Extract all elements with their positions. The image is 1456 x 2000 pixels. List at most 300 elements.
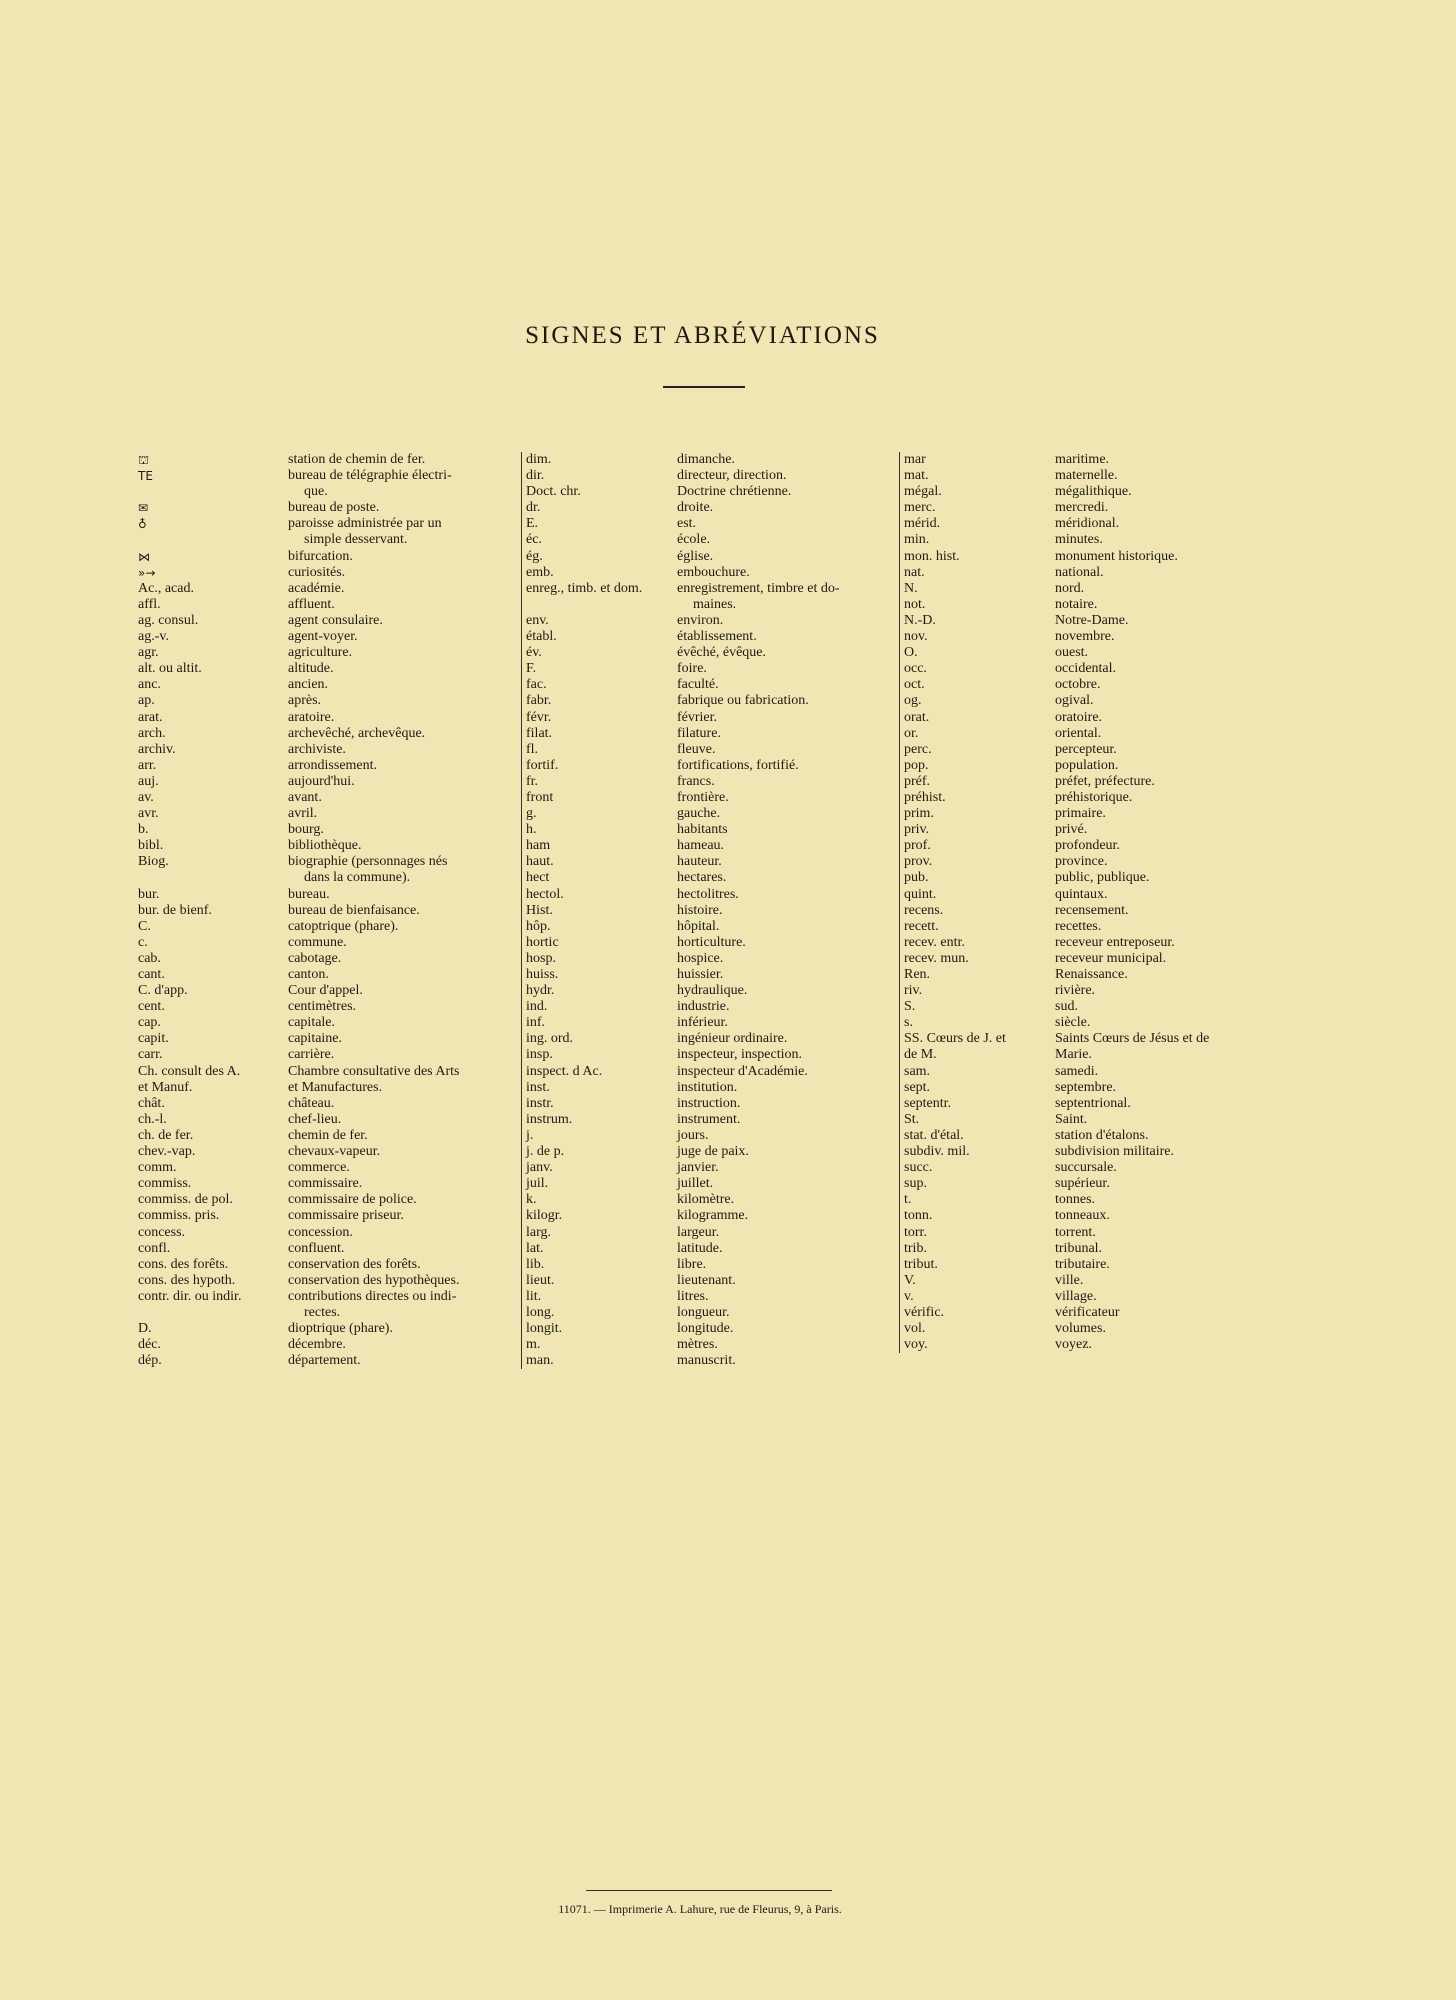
abbreviation: dir. <box>526 468 545 484</box>
abbreviation-entry <box>138 1080 503 1096</box>
abbreviation-meaning: hameau. <box>677 838 725 854</box>
abbreviation: stat. d'étal. <box>904 1127 964 1143</box>
abbreviation-meaning: lieutenant. <box>677 1272 736 1288</box>
abbreviation-meaning: commissaire de police. <box>288 1192 417 1208</box>
abbreviation-meaning: recettes. <box>1055 918 1102 934</box>
abbreviation-meaning: fortifications, fortifié. <box>677 757 799 773</box>
abbreviation-meaning: nord. <box>1055 580 1085 596</box>
abbreviation-meaning: primaire. <box>1055 806 1106 822</box>
abbreviation-entry <box>522 1080 885 1096</box>
abbreviation: hôp. <box>526 918 551 934</box>
abbreviation: de M. <box>904 1047 937 1063</box>
abbreviation-meaning: contributions directes ou indi- <box>288 1288 457 1304</box>
abbreviation-entry <box>900 1047 1270 1063</box>
abbreviation: févr. <box>526 709 552 725</box>
abbreviation-entry <box>900 452 1270 468</box>
abbreviation-entry <box>522 597 885 613</box>
abbreviation: fac. <box>526 677 547 693</box>
abbreviation-meaning: février. <box>677 709 718 725</box>
abbreviation-meaning: succursale. <box>1055 1160 1117 1176</box>
abbreviation: ég. <box>526 548 543 564</box>
abbreviation-entry <box>900 870 1270 886</box>
abbreviation-entry <box>522 1273 885 1289</box>
abbreviation: dép. <box>138 1353 162 1369</box>
abbreviation <box>138 870 288 886</box>
abbreviation-entry <box>522 935 885 951</box>
abbreviation-entry <box>900 887 1270 903</box>
abbreviation-meaning: siècle. <box>1055 1015 1091 1031</box>
abbreviation-entry <box>138 1305 503 1321</box>
abbreviation: N. <box>904 580 918 596</box>
abbreviation: D. <box>138 1321 152 1337</box>
abbreviation-entry <box>900 1321 1270 1337</box>
abbreviation-entry <box>522 710 885 726</box>
abbreviation-meaning: méridional. <box>1055 516 1120 532</box>
abbreviation-entry <box>522 581 885 597</box>
abbreviation: ind. <box>526 999 548 1015</box>
abbreviation-entry <box>900 500 1270 516</box>
abbreviation-entry <box>900 532 1270 548</box>
abbreviation-entry <box>900 1273 1270 1289</box>
abbreviation-meaning: est. <box>677 516 697 532</box>
abbreviation-entry <box>138 999 503 1015</box>
abbreviation-entry <box>900 806 1270 822</box>
abbreviation-entry <box>522 1337 885 1353</box>
abbreviation-meaning: horticulture. <box>677 934 746 950</box>
abbreviation-entry <box>900 661 1270 677</box>
abbreviation-meaning: biographie (personnages nés <box>288 854 448 870</box>
abbreviation-meaning: juillet. <box>677 1176 714 1192</box>
abbreviation: ing. ord. <box>526 1031 574 1047</box>
abbreviation-entry <box>900 1208 1270 1224</box>
abbreviation <box>138 1305 288 1321</box>
abbreviation: cons. des hypoth. <box>138 1272 236 1288</box>
abbreviation-meaning: hospice. <box>677 950 724 966</box>
abbreviation: trib. <box>904 1240 927 1256</box>
abbreviation: orat. <box>904 709 930 725</box>
abbreviation-meaning: et Manufactures. <box>288 1079 383 1095</box>
abbreviation-entry <box>522 1064 885 1080</box>
abbreviation-meaning: notaire. <box>1055 596 1098 612</box>
abbreviation: nov. <box>904 629 928 645</box>
abbreviation-meaning: juge de paix. <box>677 1144 749 1160</box>
abbreviation-meaning: avril. <box>288 806 318 822</box>
abbreviation-meaning: bourg. <box>288 822 324 838</box>
abbreviation: env. <box>526 612 549 628</box>
abbreviation-meaning: recensement. <box>1055 902 1129 918</box>
abbreviation-entry <box>522 645 885 661</box>
abbreviation-entry <box>900 645 1270 661</box>
abbreviation-entry <box>138 484 503 500</box>
abbreviation: préhist. <box>904 789 946 805</box>
abbreviation: hosp. <box>526 950 556 966</box>
page-title: SIGNES ET ABRÉVIATIONS <box>525 322 880 349</box>
abbreviation-entry <box>900 854 1270 870</box>
abbreviation: et Manuf. <box>138 1079 193 1095</box>
footer-rule <box>586 1890 832 1891</box>
abbreviation: cent. <box>138 999 165 1015</box>
abbreviation-meaning: conservation des hypothèques. <box>288 1272 460 1288</box>
abbreviation-meaning: concession. <box>288 1224 353 1240</box>
abbreviation-entry <box>900 790 1270 806</box>
abbreviation-entry <box>522 532 885 548</box>
abbreviation: occ. <box>904 661 927 677</box>
title-rule <box>663 386 745 388</box>
abbreviation-entry <box>138 887 503 903</box>
abbreviation-meaning: dimanche. <box>677 452 735 467</box>
abbreviation: pop. <box>904 757 929 773</box>
abbreviation: ⋈ <box>138 549 150 564</box>
abbreviation-entry <box>138 967 503 983</box>
abbreviation: prov. <box>904 854 933 870</box>
abbreviation: recev. mun. <box>904 950 969 966</box>
abbreviation: mérid. <box>904 516 941 532</box>
abbreviation-entry <box>900 549 1270 565</box>
abbreviation: emb. <box>526 564 554 580</box>
abbreviation: recev. entr. <box>904 934 965 950</box>
abbreviation-meaning: château. <box>288 1095 335 1111</box>
abbreviation-entry <box>522 1321 885 1337</box>
abbreviation: éc. <box>526 532 542 548</box>
abbreviation-meaning: chef-lieu. <box>288 1111 342 1127</box>
abbreviation-meaning: septentrional. <box>1055 1095 1131 1111</box>
abbreviation-entry <box>522 1112 885 1128</box>
abbreviation-meaning: rivière. <box>1055 983 1096 999</box>
abbreviation-entry <box>522 1144 885 1160</box>
abbreviation: min. <box>904 532 930 548</box>
abbreviation-entry <box>138 693 503 709</box>
abbreviation-meaning: receveur municipal. <box>1055 950 1167 966</box>
abbreviation: inst. <box>526 1079 550 1095</box>
abbreviation-entry <box>138 1241 503 1257</box>
abbreviation: janv. <box>526 1160 553 1176</box>
abbreviation-entry <box>522 870 885 886</box>
abbreviation: V. <box>904 1272 916 1288</box>
abbreviation-meaning: hôpital. <box>677 918 720 934</box>
abbreviation-entry <box>522 1241 885 1257</box>
abbreviation-meaning: avant. <box>288 789 322 805</box>
abbreviation: fabr. <box>526 693 552 709</box>
abbreviation-entry <box>138 565 503 581</box>
abbreviation: dr. <box>526 500 541 516</box>
abbreviation-entry <box>900 1144 1270 1160</box>
abbreviation-meaning: station de chemin de fer. <box>288 452 426 467</box>
abbreviation-meaning: privé. <box>1055 822 1088 838</box>
abbreviation-meaning: kilomètre. <box>677 1192 735 1208</box>
abbreviation: commiss. de pol. <box>138 1192 233 1208</box>
abbreviation: huiss. <box>526 967 559 982</box>
abbreviation-entry <box>138 661 503 677</box>
abbreviation-meaning: bibliothèque. <box>288 838 362 854</box>
abbreviation: j. <box>526 1127 534 1143</box>
abbreviation-entry <box>138 645 503 661</box>
abbreviation: man. <box>526 1353 554 1369</box>
abbreviation-entry <box>900 581 1270 597</box>
abbreviation-entry <box>522 726 885 742</box>
abbreviation-meaning: école. <box>677 532 711 548</box>
abbreviation-meaning: carrière. <box>288 1047 335 1063</box>
abbreviation-meaning: ingénieur ordinaire. <box>677 1031 788 1047</box>
abbreviation-entry <box>522 1015 885 1031</box>
abbreviation: agr. <box>138 645 159 661</box>
abbreviation-meaning: novembre. <box>1055 629 1115 645</box>
abbreviation: hydr. <box>526 983 555 999</box>
abbreviation-entry <box>900 1160 1270 1176</box>
abbreviation-meaning: frontière. <box>677 789 729 805</box>
abbreviation-meaning: octobre. <box>1055 677 1101 693</box>
abbreviation-meaning: station d'étalons. <box>1055 1127 1149 1143</box>
abbreviation-column-3 <box>899 452 1270 1353</box>
abbreviation-entry <box>900 967 1270 983</box>
abbreviation: avr. <box>138 806 159 822</box>
abbreviation: b. <box>138 822 149 838</box>
abbreviation-meaning: volumes. <box>1055 1321 1106 1337</box>
abbreviation-meaning: hectolitres. <box>677 886 739 902</box>
abbreviation-entry <box>900 1192 1270 1208</box>
abbreviation: hect <box>526 870 550 886</box>
abbreviation: merc. <box>904 500 936 516</box>
abbreviation-entry <box>900 742 1270 758</box>
abbreviation-meaning: faculté. <box>677 677 719 693</box>
abbreviation-meaning: Chambre consultative des Arts <box>288 1063 460 1079</box>
abbreviation-entry <box>900 838 1270 854</box>
abbreviation: h. <box>526 822 537 838</box>
abbreviation-meaning: maternelle. <box>1055 468 1118 484</box>
abbreviation-entry <box>138 1031 503 1047</box>
abbreviation-meaning: monument historique. <box>1055 548 1178 564</box>
abbreviation-meaning: mètres. <box>677 1337 718 1353</box>
abbreviation-entry <box>522 516 885 532</box>
abbreviation-entry <box>522 1353 885 1369</box>
abbreviation-meaning: décembre. <box>288 1337 346 1353</box>
abbreviation-entry <box>138 983 503 999</box>
abbreviation: archiv. <box>138 741 176 757</box>
abbreviation-meaning: Renaissance. <box>1055 967 1128 982</box>
abbreviation-meaning: environ. <box>677 612 724 628</box>
abbreviation-entry <box>138 1112 503 1128</box>
abbreviation: prim. <box>904 806 934 822</box>
abbreviation-meaning: préhistorique. <box>1055 789 1133 805</box>
abbreviation: lit. <box>526 1288 542 1304</box>
abbreviation-entry <box>900 693 1270 709</box>
abbreviation-entry <box>138 806 503 822</box>
abbreviation-meaning: affluent. <box>288 596 335 612</box>
abbreviation-entry <box>138 1128 503 1144</box>
abbreviation: cant. <box>138 967 165 982</box>
abbreviation-entry <box>138 1192 503 1208</box>
abbreviation-meaning: commerce. <box>288 1160 350 1176</box>
abbreviation: m. <box>526 1337 541 1353</box>
abbreviation: mat. <box>904 468 929 484</box>
abbreviation-meaning: aujourd'hui. <box>288 773 355 789</box>
abbreviation: c. <box>138 934 148 950</box>
abbreviation-meaning: canton. <box>288 967 329 982</box>
abbreviation-meaning: supérieur. <box>1055 1176 1110 1192</box>
abbreviation-meaning: habitants <box>677 822 728 838</box>
abbreviation-entry <box>522 1128 885 1144</box>
abbreviation-meaning: aratoire. <box>288 709 335 725</box>
abbreviation-entry <box>900 935 1270 951</box>
abbreviation-meaning: département. <box>288 1353 361 1369</box>
abbreviation-entry <box>138 1273 503 1289</box>
abbreviation-meaning: capitaine. <box>288 1031 343 1047</box>
abbreviation-entry <box>522 629 885 645</box>
abbreviation: Ac., acad. <box>138 580 194 596</box>
abbreviation-meaning: Cour d'appel. <box>288 983 363 999</box>
abbreviation-meaning: ouest. <box>1055 645 1089 661</box>
abbreviation: mon. hist. <box>904 548 960 564</box>
abbreviation-meaning: janvier. <box>677 1160 719 1176</box>
abbreviation: TE <box>138 469 153 484</box>
abbreviation-meaning: chevaux-vapeur. <box>288 1144 381 1160</box>
abbreviation-entry <box>900 710 1270 726</box>
abbreviation-column-1 <box>138 452 503 1369</box>
abbreviation-entry <box>138 1321 503 1337</box>
abbreviation: SS. Cœurs de J. et <box>904 1031 1006 1047</box>
abbreviation: enreg., timb. et dom. <box>526 580 643 596</box>
abbreviation: nat. <box>904 564 925 580</box>
abbreviation: quint. <box>904 886 937 902</box>
abbreviation-entry <box>900 613 1270 629</box>
abbreviation: vérific. <box>904 1304 945 1320</box>
abbreviation-entry <box>900 1096 1270 1112</box>
abbreviation: vol. <box>904 1321 926 1337</box>
abbreviation-entry <box>900 822 1270 838</box>
abbreviation: ag. consul. <box>138 612 199 628</box>
abbreviation-meaning: Marie. <box>1055 1047 1092 1063</box>
abbreviation-meaning: fabrique ou fabrication. <box>677 693 809 709</box>
abbreviation-meaning: Saints Cœurs de Jésus et de <box>1055 1031 1210 1047</box>
abbreviation-entry <box>900 1031 1270 1047</box>
abbreviation-entry <box>900 1128 1270 1144</box>
abbreviation-meaning: hydraulique. <box>677 983 748 999</box>
abbreviation-meaning: manuscrit. <box>677 1353 736 1369</box>
abbreviation: confl. <box>138 1240 171 1256</box>
abbreviation-entry <box>522 1257 885 1273</box>
abbreviation-entry <box>138 822 503 838</box>
abbreviation-entry <box>522 806 885 822</box>
abbreviation-meaning: arrondissement. <box>288 757 378 773</box>
abbreviation: établ. <box>526 629 557 645</box>
abbreviation: ⛫ <box>138 453 150 467</box>
abbreviation-entry <box>138 1353 503 1369</box>
abbreviation-meaning: agent-voyer. <box>288 629 358 645</box>
abbreviation-meaning: ville. <box>1055 1272 1084 1288</box>
abbreviation: fr. <box>526 773 539 789</box>
abbreviation: haut. <box>526 854 554 870</box>
abbreviation-meaning: torrent. <box>1055 1224 1096 1240</box>
abbreviation: hortic <box>526 934 559 950</box>
abbreviation-meaning: minutes. <box>1055 532 1103 548</box>
abbreviation: voy. <box>904 1337 928 1353</box>
abbreviation-meaning: voyez. <box>1055 1337 1092 1353</box>
abbreviation-entry <box>522 549 885 565</box>
abbreviation: t. <box>904 1192 912 1208</box>
abbreviation: ch. de fer. <box>138 1127 194 1143</box>
abbreviation-entry <box>522 677 885 693</box>
abbreviation-entry <box>522 500 885 516</box>
abbreviation-meaning: industrie. <box>677 999 730 1015</box>
abbreviation-entry <box>900 565 1270 581</box>
abbreviation-entry <box>138 677 503 693</box>
abbreviation-entry <box>900 1176 1270 1192</box>
abbreviation: E. <box>526 516 539 532</box>
abbreviation: commiss. <box>138 1176 192 1192</box>
abbreviation-entry <box>138 1225 503 1241</box>
abbreviation-meaning: province. <box>1055 854 1108 870</box>
abbreviation-entry <box>522 774 885 790</box>
abbreviation-entry <box>900 1289 1270 1305</box>
abbreviation-entry <box>900 1337 1270 1353</box>
abbreviation-entry <box>522 484 885 500</box>
abbreviation-entry <box>900 597 1270 613</box>
abbreviation-entry <box>138 1047 503 1063</box>
abbreviation: instr. <box>526 1095 554 1111</box>
abbreviation-entry <box>138 629 503 645</box>
abbreviation: mégal. <box>904 484 942 500</box>
abbreviation: ch.-l. <box>138 1111 167 1127</box>
abbreviation: oct. <box>904 677 925 693</box>
abbreviation: ✉ <box>138 501 149 516</box>
abbreviation-entry <box>138 774 503 790</box>
abbreviation: ♁ <box>138 517 147 532</box>
abbreviation-entry <box>522 967 885 983</box>
abbreviation-entry <box>138 758 503 774</box>
abbreviation-entry <box>138 903 503 919</box>
abbreviation: insp. <box>526 1047 553 1063</box>
abbreviation: Hist. <box>526 902 553 918</box>
abbreviation-meaning: fleuve. <box>677 741 716 757</box>
abbreviation-meaning: confluent. <box>288 1240 345 1256</box>
abbreviation-meaning: hectares. <box>677 870 727 886</box>
abbreviation-meaning: église. <box>677 548 714 564</box>
abbreviation-entry <box>138 468 503 484</box>
abbreviation-meaning: foire. <box>677 661 707 677</box>
abbreviation-meaning: préfet, préfecture. <box>1055 773 1155 789</box>
abbreviation-meaning: commissaire. <box>288 1176 363 1192</box>
abbreviation-entry <box>900 999 1270 1015</box>
abbreviation: bibl. <box>138 838 164 854</box>
abbreviation-entry <box>900 983 1270 999</box>
abbreviation-meaning: que. <box>304 484 328 500</box>
abbreviation: longit. <box>526 1321 563 1337</box>
abbreviation-entry <box>138 1015 503 1031</box>
abbreviation: torr. <box>904 1224 927 1240</box>
abbreviation-meaning: académie. <box>288 580 345 596</box>
abbreviation: év. <box>526 645 542 661</box>
abbreviation-entry <box>900 774 1270 790</box>
abbreviation-entry <box>522 1160 885 1176</box>
abbreviation-entry <box>522 951 885 967</box>
abbreviation-entry <box>522 661 885 677</box>
abbreviation-entry <box>522 1031 885 1047</box>
abbreviation-entry <box>138 452 503 468</box>
abbreviation-entry <box>522 613 885 629</box>
abbreviation: cons. des forêts. <box>138 1256 229 1272</box>
abbreviation-meaning: curiosités. <box>288 564 346 580</box>
abbreviation: tonn. <box>904 1208 933 1224</box>
abbreviation-entry <box>900 1112 1270 1128</box>
abbreviation: N.-D. <box>904 612 936 628</box>
abbreviation-entry <box>522 452 885 468</box>
abbreviation: S. <box>904 999 916 1015</box>
abbreviation-entry <box>522 468 885 484</box>
abbreviation-meaning: hauteur. <box>677 854 722 870</box>
abbreviation-entry <box>522 983 885 999</box>
abbreviation-entry <box>138 726 503 742</box>
abbreviation: lieut. <box>526 1272 555 1288</box>
abbreviation <box>138 532 288 548</box>
